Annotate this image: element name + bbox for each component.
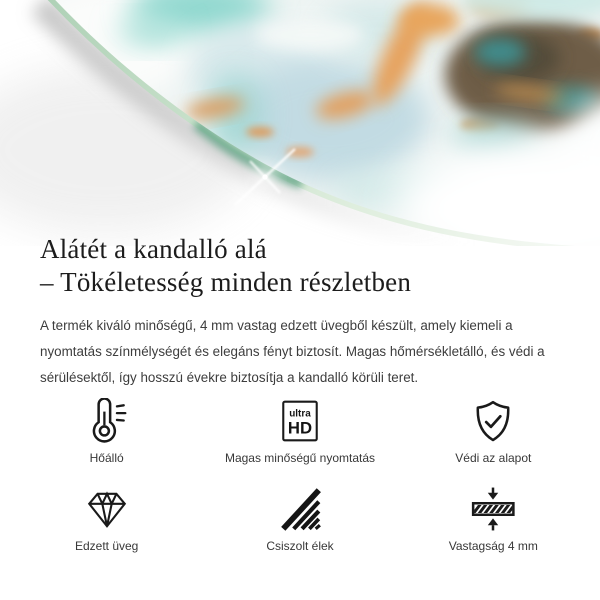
feature-grid <box>10 397 590 553</box>
round-glass-plate-photo <box>0 0 600 246</box>
polished-edge-icon <box>277 485 323 533</box>
feature-label: Védi az alapot <box>455 451 532 465</box>
thermometer-icon <box>84 397 130 445</box>
feature-label: Edzett üveg <box>74 539 139 553</box>
ultra-hd-badge-icon <box>277 397 323 445</box>
thickness-compress-icon <box>470 485 516 533</box>
feature-label: Vastagság 4 mm <box>448 539 538 553</box>
svg-text:HD: HD <box>287 418 313 438</box>
page-title-line1: Alátét a kandalló alá <box>40 234 267 264</box>
feature-label: Hőálló <box>89 451 124 465</box>
shield-check-icon <box>470 397 516 445</box>
page-title-line2: – Tökéletesség minden részletben <box>40 267 412 297</box>
feature-protects-base <box>397 397 590 465</box>
feature-label: Magas minőségű nyomtatás <box>224 451 376 465</box>
feature-tempered-glass <box>10 485 203 553</box>
page-title <box>40 233 585 299</box>
feature-polished-edges <box>203 485 396 553</box>
svg-text:ultra: ultra <box>289 408 311 420</box>
feature-high-quality-print <box>203 397 396 465</box>
product-image <box>0 0 600 246</box>
diamond-icon <box>84 485 130 533</box>
feature-label: Csiszolt élek <box>266 539 334 553</box>
product-description: A termék kiváló minőségű, 4 mm vastag edzett üvegből készült, amely kiemeli a nyomtatás színmélységét és elegáns fényt biztosít. Magas hőmérsékletálló, és védi a sérülésektől, így hosszú évekre biztosítja a kandalló körüli teret. <box>40 318 545 385</box>
feature-thickness-4mm <box>397 485 590 553</box>
feature-heat-resistant <box>10 397 203 465</box>
